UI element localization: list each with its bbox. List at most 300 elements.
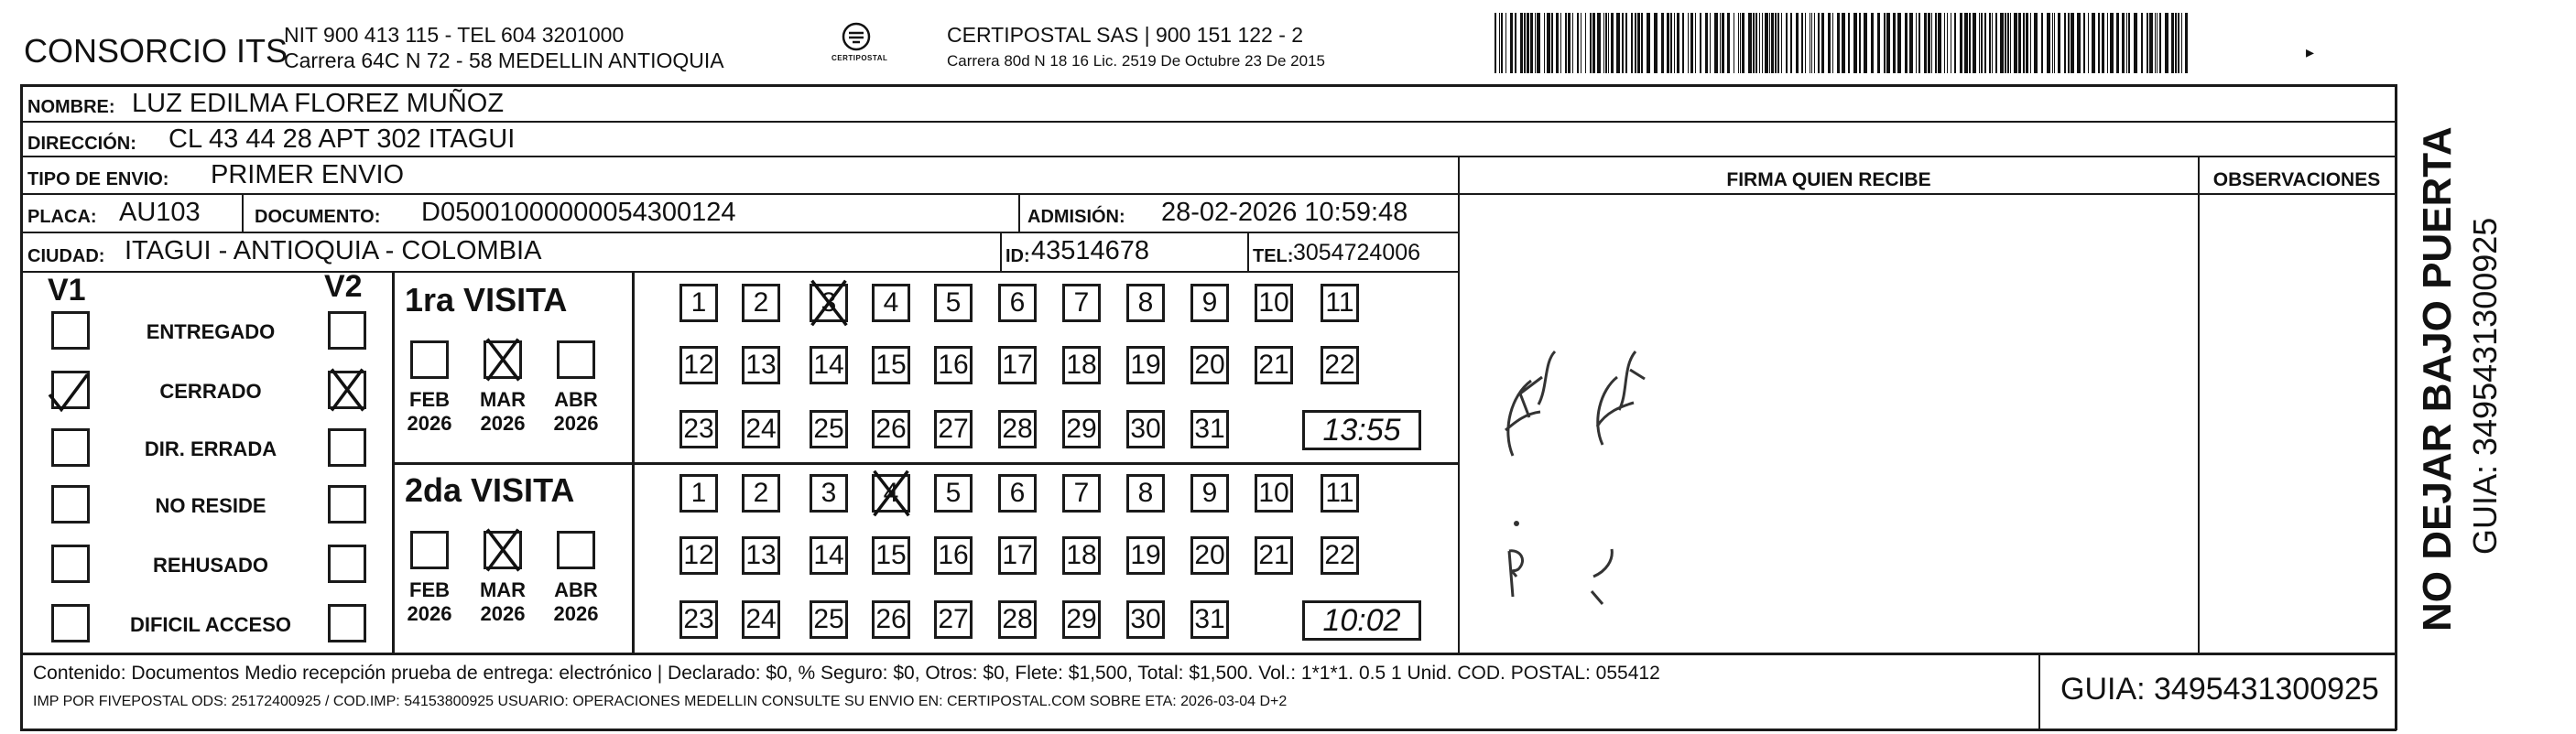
day-box[interactable]: 9: [1190, 284, 1229, 322]
barcode-bar: [1984, 13, 1986, 73]
recipient-signature-icon: [1465, 275, 2194, 650]
barcode-bar: [1765, 13, 1768, 73]
barcode-bar: [2000, 13, 2004, 73]
barcode-bar: [2178, 13, 2179, 73]
barcode-bar: [1616, 13, 1620, 73]
barcode-bar: [1893, 13, 1896, 73]
visit-title: 2da VISITA: [405, 471, 575, 509]
x-mark-icon: [484, 337, 522, 383]
name-label: NOMBRE:: [27, 97, 115, 117]
arrow-icon: ▸: [2306, 43, 2315, 61]
barcode-bar: [1969, 13, 1971, 73]
barcode-bar: [2018, 13, 2021, 73]
city-label: CIUDAD:: [27, 246, 105, 266]
barcode-bar: [1905, 13, 1908, 73]
barcode-bar: [2107, 13, 2108, 73]
barcode-bar: [2007, 13, 2009, 73]
barcode-bar: [1884, 13, 1886, 73]
day-box[interactable]: 23: [679, 600, 718, 639]
barcode-bar: [2128, 13, 2130, 73]
barcode-bar: [1811, 13, 1812, 73]
barcode-bar: [1837, 13, 1840, 73]
v1-header: V1: [48, 273, 86, 308]
imp-line: IMP POR FIVEPOSTAL ODS: 25172400925 / COD.IMP: 54153800925 USUARIO: OPERACIONES MEDELLIN CONSULTE SU ENVIO EN: CERTIPOSTAL.COM SOBRE ETA: 2026-03-04 D+2: [33, 694, 1288, 709]
barcode-bar: [1790, 13, 1792, 73]
barcode-bar: [1759, 13, 1760, 73]
barcode-bar: [1501, 13, 1503, 73]
barcode-bar: [1805, 13, 1806, 73]
day-box[interactable]: 15: [872, 536, 910, 575]
x-mark-icon: [808, 278, 850, 328]
visit-time-box[interactable]: 10:02: [1302, 600, 1421, 641]
barcode-bar: [1842, 13, 1845, 73]
day-box[interactable]: 8: [1126, 474, 1165, 513]
barcode-bar: [1515, 13, 1516, 73]
barcode-bar: [1818, 13, 1820, 73]
barcode-bar: [1688, 13, 1689, 73]
frame-left: [20, 84, 23, 656]
visit-title: 1ra VISITA: [405, 281, 568, 318]
day-box[interactable]: 11: [1321, 474, 1359, 513]
barcode-bar: [1973, 13, 1976, 73]
barcode-bar: [1947, 13, 1948, 73]
barcode-bar: [1777, 13, 1779, 73]
barcode-bar: [2102, 13, 2104, 73]
barcode-bar: [1654, 13, 1658, 73]
barcode-bar: [1505, 13, 1506, 73]
day-box[interactable]: 9: [1190, 474, 1229, 513]
x-mark-icon: [484, 527, 522, 573]
barcode-bar: [1530, 13, 1533, 73]
day-box[interactable]: 5: [934, 284, 973, 322]
barcode-bar: [1954, 13, 1956, 73]
month-checkbox[interactable]: [410, 531, 449, 569]
barcode-bar: [1661, 13, 1664, 73]
barcode-bar: [1705, 13, 1708, 73]
day-box[interactable]: 6: [998, 474, 1037, 513]
barcode-bar: [1590, 13, 1592, 73]
x-mark-icon: [870, 469, 912, 518]
barcode-bar: [1828, 13, 1831, 73]
status-label: NO RESIDE: [155, 494, 266, 517]
barcode-bar: [1796, 13, 1799, 73]
footer-guide: GUIA: 3495431300925: [2060, 672, 2379, 707]
status-label: REHUSADO: [153, 554, 268, 577]
day-box[interactable]: 5: [934, 474, 973, 513]
shipment-type-label: TIPO DE ENVIO:: [27, 169, 169, 189]
year-label: 2026: [407, 602, 452, 625]
document-label: DOCUMENTO:: [255, 207, 381, 227]
barcode-bar: [2092, 13, 2095, 73]
col-line-tel: [1247, 232, 1249, 273]
frame-top: [20, 84, 2397, 87]
footer-left-line: [20, 653, 23, 730]
barcode-bar: [1771, 13, 1774, 73]
tel-value: 3054724006: [1293, 240, 1421, 265]
barcode-bar: [1762, 13, 1763, 73]
month-checkbox[interactable]: [557, 531, 595, 569]
barcode-bar: [1748, 13, 1752, 73]
signature-header: FIRMA QUIEN RECIBE: [1726, 169, 1931, 190]
barcode-bar: [1755, 13, 1757, 73]
day-box[interactable]: 3: [810, 474, 848, 513]
barcode-bar: [1560, 13, 1561, 73]
barcode-bar: [2088, 13, 2089, 73]
row-line-5: [20, 271, 1458, 273]
barcode-bar: [1979, 13, 1980, 73]
day-box[interactable]: 11: [1321, 284, 1359, 322]
day-box[interactable]: 26: [872, 600, 910, 639]
barcode-bar: [1535, 13, 1536, 73]
status-v2-checkbox[interactable]: [328, 485, 366, 524]
status-v1-checkbox[interactable]: [51, 428, 90, 467]
barcode-bar: [1597, 13, 1601, 73]
barcode-bar: [1572, 13, 1573, 73]
address-label: DIRECCIÓN:: [27, 134, 136, 154]
day-box[interactable]: 28: [998, 410, 1037, 448]
status-v1-checkbox[interactable]: [51, 311, 90, 350]
barcode-bar: [2026, 13, 2028, 73]
day-box[interactable]: 4: [872, 474, 910, 513]
barcode-bar: [2141, 13, 2143, 73]
barcode-bar: [2116, 13, 2119, 73]
barcode-bar: [1989, 13, 1991, 73]
day-box[interactable]: 27: [934, 410, 973, 448]
barcode-bar: [2175, 13, 2177, 73]
month-label: MAR: [479, 388, 527, 411]
day-box[interactable]: 19: [1126, 536, 1165, 575]
day-box[interactable]: 10: [1255, 474, 1293, 513]
year-label: 2026: [553, 602, 599, 625]
barcode-bar: [1625, 13, 1627, 73]
barcode-bar: [1544, 13, 1545, 73]
barcode-bar: [1690, 13, 1693, 73]
month-checkbox[interactable]: [557, 340, 595, 379]
barcode-bar: [1603, 13, 1604, 73]
day-box[interactable]: 18: [1062, 346, 1101, 384]
admission-label: ADMISIÓN:: [1027, 207, 1125, 227]
barcode-bar: [2058, 13, 2060, 73]
barcode-bar: [2122, 13, 2125, 73]
barcode-bar: [2054, 13, 2055, 73]
city-value: ITAGUI - ANTIOQUIA - COLOMBIA: [125, 236, 542, 265]
admission-value: 28-02-2026 10:59:48: [1161, 198, 1408, 227]
barcode-bar: [1960, 13, 1962, 73]
day-box[interactable]: 23: [679, 410, 718, 448]
barcode-bar: [1897, 13, 1901, 73]
day-box[interactable]: 22: [1321, 346, 1359, 384]
barcode-bar: [1916, 13, 1917, 73]
barcode-bar: [1992, 13, 1993, 73]
day-box[interactable]: 30: [1126, 410, 1165, 448]
day-box[interactable]: 19: [1126, 346, 1165, 384]
barcode-bar: [2005, 13, 2006, 73]
month-label: MAR: [479, 578, 527, 601]
day-box[interactable]: 15: [872, 346, 910, 384]
barcode-bar: [2098, 13, 2100, 73]
plate-label: PLACA:: [27, 207, 97, 227]
day-box[interactable]: 4: [872, 284, 910, 322]
plate-value: AU103: [119, 198, 201, 227]
barcode-bar: [1585, 13, 1586, 73]
v2-header: V2: [324, 269, 363, 304]
barcode-bar: [1622, 13, 1624, 73]
barcode-bar: [1781, 13, 1782, 73]
barcode-bar: [1551, 13, 1553, 73]
day-box[interactable]: 16: [934, 346, 973, 384]
row-line-1: [20, 121, 2397, 123]
status-v2-checkbox[interactable]: [328, 604, 366, 642]
day-box[interactable]: 26: [872, 410, 910, 448]
barcode-bar: [1647, 13, 1650, 73]
day-box[interactable]: 30: [1126, 600, 1165, 639]
shipment-type-value: PRIMER ENVIO: [211, 160, 405, 189]
col-line-plate: [242, 193, 244, 233]
barcode-bar: [1611, 13, 1614, 73]
day-box[interactable]: 14: [810, 346, 848, 384]
day-box[interactable]: 25: [810, 410, 848, 448]
year-label: 2026: [553, 412, 599, 435]
barcode-bar: [1682, 13, 1684, 73]
barcode-bar: [1877, 13, 1880, 73]
barcode-bar: [2171, 13, 2174, 73]
row-line-4: [20, 232, 1458, 233]
barcode-bar: [1667, 13, 1669, 73]
barcode-bar: [2023, 13, 2025, 73]
status-v1-checkbox[interactable]: [51, 545, 90, 583]
barcode-bar: [1565, 13, 1567, 73]
barcode-bar: [1714, 13, 1718, 73]
barcode-bar: [2165, 13, 2168, 73]
barcode-bar: [1964, 13, 1968, 73]
barcode-bar: [1931, 13, 1932, 73]
day-box[interactable]: 1: [679, 474, 718, 513]
barcode-bar: [1871, 13, 1874, 73]
day-box[interactable]: 7: [1062, 474, 1101, 513]
col-line-observations: [2198, 157, 2200, 653]
barcode-bar: [1637, 13, 1640, 73]
month-checkbox[interactable]: [410, 340, 449, 379]
barcode-bar: [2157, 13, 2158, 73]
status-label: DIFICIL ACCESO: [129, 613, 291, 636]
barcode-bar: [1556, 13, 1559, 73]
status-v1-checkbox[interactable]: [51, 604, 90, 642]
day-box[interactable]: 10: [1255, 284, 1293, 322]
day-box[interactable]: 13: [742, 536, 780, 575]
status-v2-checkbox[interactable]: [328, 545, 366, 583]
col-line-id: [1000, 232, 1002, 273]
day-box[interactable]: 24: [742, 600, 780, 639]
name-value: LUZ EDILMA FLOREZ MUÑOZ: [132, 89, 505, 118]
content-line: Contenido: Documentos Medio recepción prueba de entrega: electrónico | Declarado: $0, % Seguro: $0, Otros: $0, Flete: $1,500, Total: $1,500. Vol.: 1*1*1. 0.5 1 Unid. COD. POSTAL: 055412: [33, 663, 1660, 684]
barcode-bar: [1775, 13, 1777, 73]
side-warning: NO DEJAR BAJO PUERTA: [2415, 126, 2460, 631]
day-box[interactable]: 12: [679, 536, 718, 575]
barcode-bar: [2010, 13, 2011, 73]
barcode-bar: [2181, 13, 2182, 73]
carrier-address: Carrera 80d N 18 16 Lic. 2519 De Octubre 23 De 2015: [947, 52, 1325, 70]
barcode-bar: [1786, 13, 1788, 73]
day-box[interactable]: 22: [1321, 536, 1359, 575]
id-value: 43514678: [1031, 236, 1150, 265]
day-box[interactable]: 20: [1190, 536, 1229, 575]
day-box[interactable]: 31: [1190, 600, 1229, 639]
document-value: D05001000000054300124: [421, 198, 736, 227]
barcode-bar: [2159, 13, 2161, 73]
barcode-bar: [1568, 13, 1571, 73]
day-box[interactable]: 21: [1255, 346, 1293, 384]
barcode-bar: [1547, 13, 1550, 73]
month-label: ABR: [554, 388, 598, 411]
company-nit: NIT 900 413 115 - TEL 604 3201000: [284, 23, 625, 47]
day-box[interactable]: 3: [810, 284, 848, 322]
company-name: CONSORCIO ITS: [24, 32, 288, 70]
id-label: ID:: [1005, 246, 1030, 266]
day-box[interactable]: 14: [810, 536, 848, 575]
day-box[interactable]: 7: [1062, 284, 1101, 322]
barcode-bar: [1527, 13, 1529, 73]
day-box[interactable]: 17: [998, 536, 1037, 575]
day-box[interactable]: 17: [998, 346, 1037, 384]
barcode-bar: [2014, 13, 2017, 73]
day-box[interactable]: 21: [1255, 536, 1293, 575]
barcode-bar: [1753, 13, 1755, 73]
barcode-bar: [1769, 13, 1770, 73]
barcode-bar: [1821, 13, 1824, 73]
barcode-bar: [2068, 13, 2070, 73]
observations-header: OBSERVACIONES: [2212, 169, 2381, 190]
barcode-bar: [2083, 13, 2085, 73]
barcode-bar: [1848, 13, 1850, 73]
barcode-bar: [1938, 13, 1941, 73]
barcode-bar: [2149, 13, 2153, 73]
barcode-bar: [1801, 13, 1803, 73]
barcode-bar: [1909, 13, 1913, 73]
month-label: ABR: [554, 578, 598, 601]
barcode-bar: [1605, 13, 1607, 73]
day-box[interactable]: 25: [810, 600, 848, 639]
barcode-bar: [2047, 13, 2050, 73]
barcode-bar: [2052, 13, 2053, 73]
day-box[interactable]: 2: [742, 474, 780, 513]
status-v1-checkbox[interactable]: [51, 485, 90, 524]
day-box[interactable]: 29: [1062, 410, 1101, 448]
barcode-bar: [1710, 13, 1711, 73]
visit-time-box[interactable]: 13:55: [1302, 410, 1421, 450]
certipostal-logo-icon: [815, 20, 897, 71]
check-mark-icon: [44, 372, 90, 413]
barcode-bar: [1524, 13, 1526, 73]
footer-divider: [2038, 653, 2040, 730]
day-box[interactable]: 12: [679, 346, 718, 384]
status-v2-checkbox[interactable]: [328, 311, 366, 350]
day-box[interactable]: 28: [998, 600, 1037, 639]
barcode-bar: [2147, 13, 2148, 73]
day-box[interactable]: 20: [1190, 346, 1229, 384]
day-box[interactable]: 6: [998, 284, 1037, 322]
barcode-bar: [2034, 13, 2038, 73]
barcode-bar: [1499, 13, 1500, 73]
barcode-bar: [1674, 13, 1675, 73]
day-box[interactable]: 31: [1190, 410, 1229, 448]
barcode-bar: [1738, 13, 1739, 73]
barcode-bar: [1695, 13, 1696, 73]
barcode-bar: [1720, 13, 1721, 73]
day-box[interactable]: 13: [742, 346, 780, 384]
day-box[interactable]: 27: [934, 600, 973, 639]
barcode-bar: [1670, 13, 1672, 73]
barcode-bar: [1944, 13, 1945, 73]
col-line-signature: [1458, 157, 1460, 653]
barcode-bar: [1510, 13, 1513, 73]
barcode-bar: [2185, 13, 2188, 73]
footer-right-line: [2395, 653, 2397, 730]
barcode-bar: [1641, 13, 1643, 73]
barcode-bar: [2155, 13, 2156, 73]
status-label: ENTREGADO: [146, 320, 276, 343]
carrier-name: CERTIPOSTAL SAS | 900 151 122 - 2: [947, 23, 1304, 47]
status-label: CERRADO: [159, 380, 262, 403]
status-v2-checkbox[interactable]: [328, 428, 366, 467]
barcode-bar: [1918, 13, 1920, 73]
barcode-bar: [1537, 13, 1540, 73]
row-line-3: [20, 193, 2397, 195]
row-line-2: [20, 156, 2397, 157]
barcode-bar: [1814, 13, 1815, 73]
day-box[interactable]: 24: [742, 410, 780, 448]
barcode-bar: [1700, 13, 1701, 73]
day-box[interactable]: 2: [742, 284, 780, 322]
barcode-bar: [2134, 13, 2137, 73]
barcode-bar: [1886, 13, 1890, 73]
barcode-bar: [1935, 13, 1937, 73]
barcode-bar: [2064, 13, 2066, 73]
barcode-bar: [1864, 13, 1867, 73]
day-box[interactable]: 18: [1062, 536, 1101, 575]
day-box[interactable]: 16: [934, 536, 973, 575]
year-label: 2026: [480, 602, 526, 625]
year-label: 2026: [407, 412, 452, 435]
barcode-bar: [2030, 13, 2031, 73]
barcode-bar: [2126, 13, 2127, 73]
tel-label: TEL:: [1253, 246, 1294, 266]
barcode-bar: [2077, 13, 2081, 73]
barcode-bar: [1832, 13, 1833, 73]
frame-right: [2395, 84, 2397, 656]
day-box[interactable]: 8: [1126, 284, 1165, 322]
side-guide: GUIA: 3495431300925: [2466, 217, 2504, 555]
logo-text: CERTIPOSTAL: [831, 54, 888, 62]
barcode-bar: [1740, 13, 1741, 73]
day-box[interactable]: 1: [679, 284, 718, 322]
barcode-bar: [1742, 13, 1745, 73]
barcode-bar: [1631, 13, 1633, 73]
barcode-bar: [1859, 13, 1861, 73]
day-box[interactable]: 29: [1062, 600, 1101, 639]
barcode-bar: [2110, 13, 2114, 73]
month-label: FEB: [409, 388, 450, 411]
year-label: 2026: [480, 412, 526, 435]
barcode-bar: [2041, 13, 2043, 73]
barcode-bar: [1592, 13, 1595, 73]
barcode-bar: [1995, 13, 1997, 73]
company-address: Carrera 64C N 72 - 58 MEDELLIN ANTIOQUIA: [284, 49, 724, 72]
footer-bottom-line: [20, 729, 2397, 731]
barcode-bar: [1924, 13, 1927, 73]
barcode-bar: [1577, 13, 1579, 73]
barcode-bar: [1608, 13, 1609, 73]
visit-divider: [392, 462, 1460, 465]
